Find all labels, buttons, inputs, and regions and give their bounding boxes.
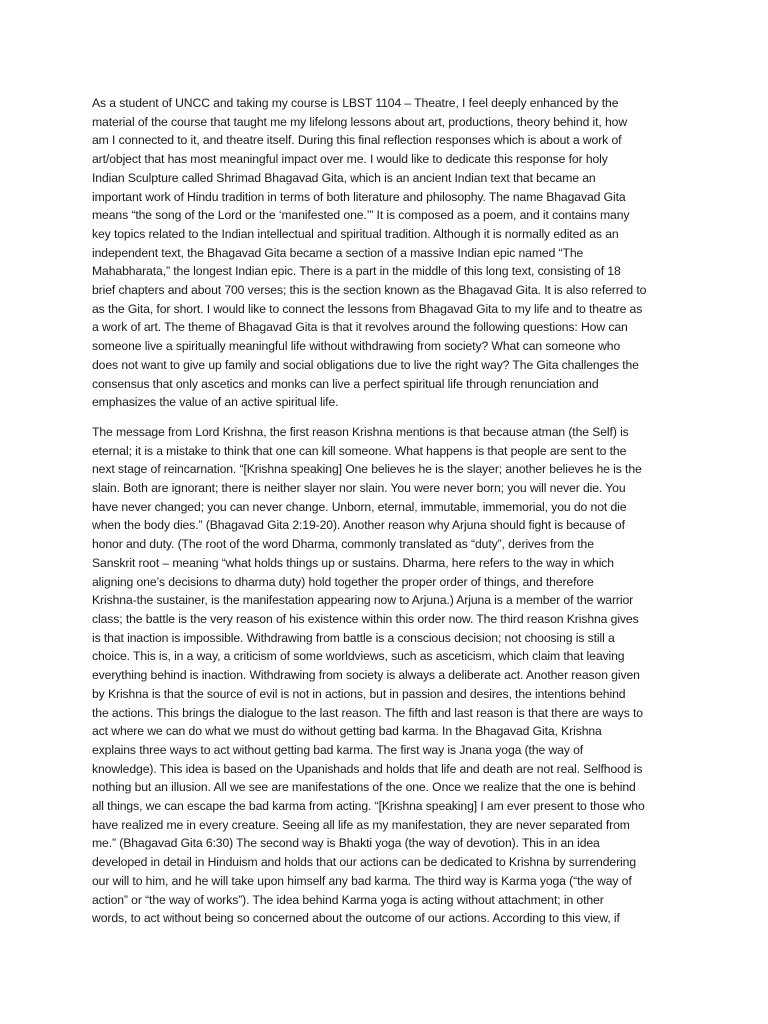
- text-line: nothing but an illusion. All we see are manifestations of the one. Once we realize that the one is behind: [92, 780, 636, 795]
- text-line: when the body dies.” (Bhagavad Gita 2:19-20). Another reason why Arjuna should fight is because of: [92, 518, 625, 533]
- text-line: everything behind is inaction. Withdrawing from society is always a deliberate act. Another reason given: [92, 668, 640, 683]
- text-line: aligning one’s decisions to dharma duty) hold together the proper order of things, and therefore: [92, 574, 594, 589]
- text-line: brief chapters and about 700 verses; this is the section known as the Bhagavad Gita. It is also referred to: [92, 283, 647, 298]
- text-line: am I connected to it, and theatre itself. During this final reflection responses which is about a work of: [92, 133, 622, 148]
- text-line: means “the song of the Lord or the ‘manifested one.’” It is composed as a poem, and it contains many: [92, 208, 630, 223]
- text-line: As a student of UNCC and taking my course is LBST 1104 – Theatre, I feel deeply enhanced by the: [92, 96, 619, 110]
- document-page: [92, 94, 676, 939]
- text-line: is that inaction is impossible. Withdrawing from battle is a conscious decision; not choosing is still a: [92, 630, 615, 645]
- text-line: have realized me in every creature. Seeing all life as my manifestation, they are never separated from: [92, 817, 630, 832]
- text-line: consensus that only ascetics and monks can live a perfect spiritual life through renunciation and: [92, 376, 599, 391]
- text-line: the actions. This brings the dialogue to the last reason. The fifth and last reason is that there are ways to: [92, 705, 643, 720]
- text-line: act where we can do what we must do without getting bad karma. In the Bhagavad Gita, Krishna: [92, 724, 602, 739]
- text-line: eternal; it is a mistake to think that one can kill someone. What happens is that people are sent to the: [92, 443, 627, 458]
- text-line: someone live a spiritually meaningful life without withdrawing from society? What can someone who: [92, 339, 621, 354]
- text-line: art/object that has most meaningful impact over me. I would like to dedicate this response for holy: [92, 152, 608, 167]
- text-line: key topics related to the Indian intellectual and spiritual tradition. Although it is normally edited as an: [92, 226, 619, 241]
- text-line: does not want to give up family and social obligations due to live the right way? The Gita challenges the: [92, 357, 639, 372]
- text-line: action” or “the way of works”). The idea behind Karma yoga is acting without attachment; in other: [92, 892, 604, 907]
- text-line: explains three ways to act without getting bad karma. The first way is Jnana yoga (the way of: [92, 742, 584, 757]
- paragraph: [92, 423, 676, 928]
- text-line: important work of Hindu tradition in terms of both literature and philosophy. The name Bhagavad Gita: [92, 189, 626, 204]
- text-line: independent text, the Bhagavad Gita became a section of a massive Indian epic named “The: [92, 245, 584, 260]
- text-line: Mahabharata,” the longest Indian epic. There is a part in the middle of this long text, consisting of 18: [92, 264, 621, 279]
- text-line: choice. This is, in a way, a criticism of some worldviews, such as asceticism, which claim that leaving: [92, 649, 625, 664]
- text-line: honor and duty. (The root of the word Dharma, commonly translated as “duty”, derives from the: [92, 537, 594, 552]
- text-line: emphasizes the value of an active spiritual life.: [92, 395, 339, 410]
- text-line: slain. Both are ignorant; there is neither slayer nor slain. You were never born; you will never die. You: [92, 481, 626, 496]
- text-line: our will to him, and he will take upon himself any bad karma. The third way is Karma yoga (“the way of: [92, 873, 632, 888]
- paragraph: [92, 94, 676, 412]
- text-line: material of the course that taught me my lifelong lessons about art, productions, theory behind it, how: [92, 114, 628, 129]
- text-line: Krishna-the sustainer, is the manifestation appearing now to Arjuna.) Arjuna is a member of the warrior: [92, 593, 634, 608]
- text-line: Sanskrit root – meaning “what holds things up or sustains. Dharma, here refers to the way in which: [92, 555, 614, 570]
- text-line: words, to act without being so concerned about the outcome of our actions. According to this view, if: [92, 911, 620, 926]
- text-line: next stage of reincarnation. “[Krishna speaking] One believes he is the slayer; another believes he is the: [92, 462, 642, 477]
- text-line: developed in detail in Hinduism and holds that our actions can be dedicated to Krishna by surrendering: [92, 855, 637, 870]
- text-line: as the Gita, for short. I would like to connect the lessons from Bhagavad Gita to my life and to theatre as: [92, 301, 643, 316]
- text-line: a work of art. The theme of Bhagavad Gita is that it revolves around the following questions: How can: [92, 320, 628, 335]
- text-line: all things, we can escape the bad karma from acting. “[Krishna speaking] I am ever present to those who: [92, 799, 645, 814]
- text-line: have never changed; you can never change. Unborn, eternal, immutable, immemorial, you do not die: [92, 499, 627, 514]
- text-line: knowledge). This idea is based on the Upanishads and holds that life and death are not real. Selfhood is: [92, 761, 643, 776]
- text-line: class; the battle is the very reason of his existence within this order now. The third reason Krishna gives: [92, 611, 639, 626]
- text-line: Indian Sculpture called Shrimad Bhagavad Gita, which is an ancient Indian text that became an: [92, 170, 596, 185]
- text-line: by Krishna is that the source of evil is not in actions, but in passion and desires, the intentions behind: [92, 686, 626, 701]
- text-line: me.” (Bhagavad Gita 6:30) The second way is Bhakti yoga (the way of devotion). This in an idea: [92, 836, 600, 851]
- text-line: The message from Lord Krishna, the first reason Krishna mentions is that because atman (the Self) is: [92, 424, 629, 439]
